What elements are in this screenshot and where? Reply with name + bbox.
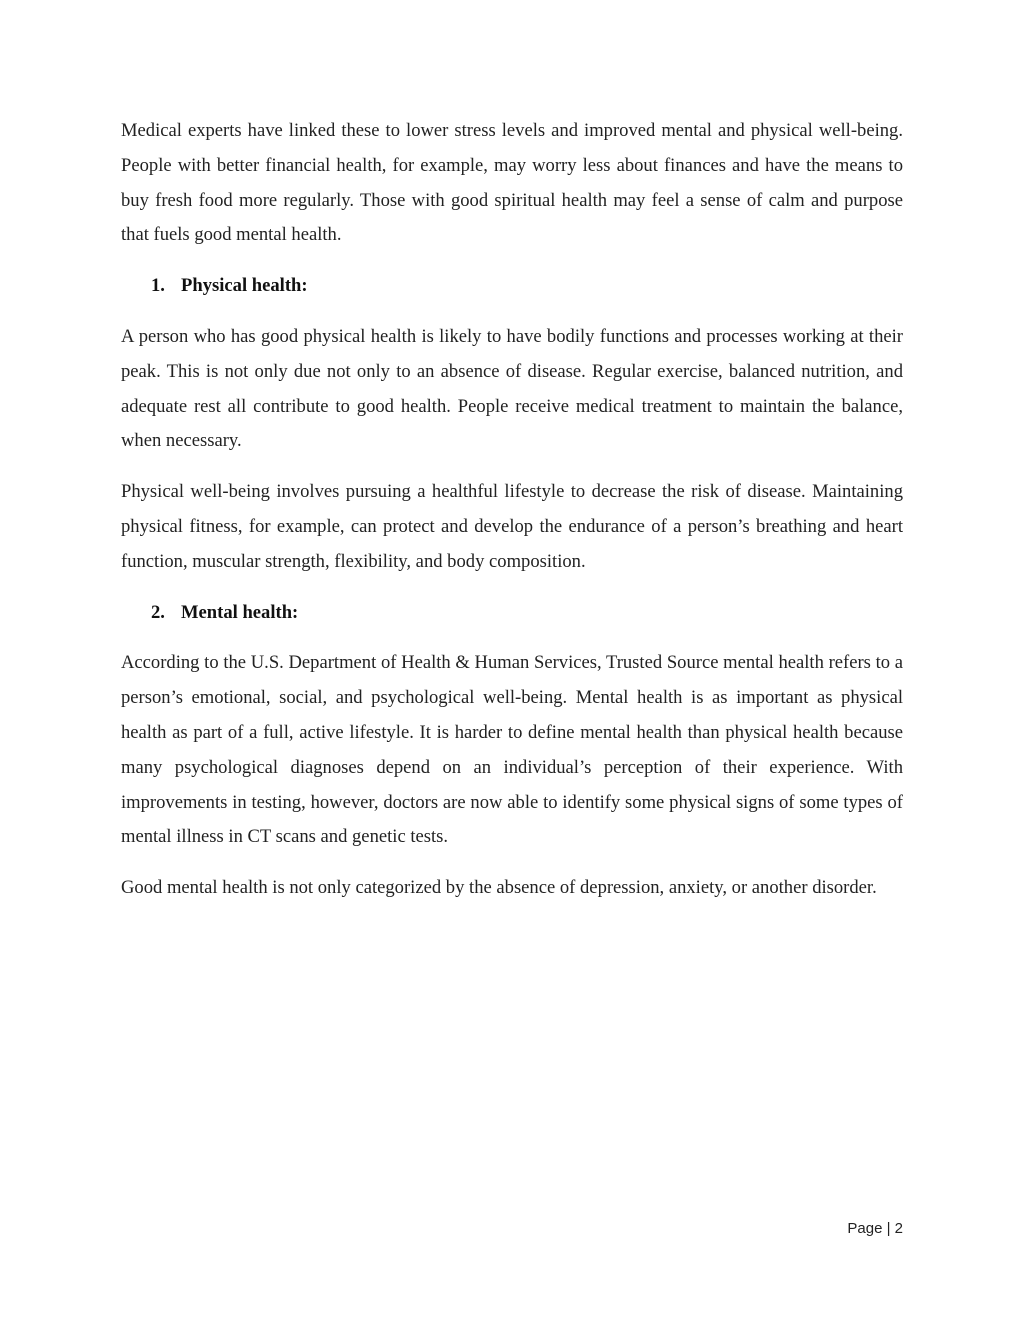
mental-paragraph-2: Good mental health is not only categorized by the absence of depression, anxiety, or another disorder. [121, 877, 877, 899]
intro-paragraph: Medical experts have linked these to lower stress levels and improved mental and physical well-being. People with better financial health, for example, may worry less about finances and have the means to buy fresh food more regularly. Those with good spiritual health may feel a sense of calm and purpose that fuels good mental health. [121, 120, 903, 246]
heading-title: Physical health: [181, 275, 308, 297]
heading-number: 2. [151, 601, 165, 623]
heading-physical-health [121, 269, 903, 304]
physical-paragraph-1: A person who has good physical health is likely to have bodily functions and processes working at their peak. This is not only due not only to an absence of disease. Regular exercise, balanced nutrition, and adequate rest all contribute to good health. People receive medical treatment to maintain the balance, when necessary. [121, 325, 903, 452]
physical-paragraph-2: Physical well-being involves pursuing a healthful lifestyle to decrease the risk of disease. Maintaining physical fitness, for example, can protect and develop the endurance of a person’s breathing and heart function, muscular strength, flexibility, and body composition. [121, 481, 903, 572]
heading-title: Mental health: [181, 601, 299, 623]
document-body [121, 114, 903, 922]
heading-mental-health [121, 596, 903, 631]
mental-paragraph-1: According to the U.S. Department of Health & Human Services, Trusted Source mental health refers to a person’s emotional, social, and psychological well-being. Mental health is as important as physical health as part of a full, active lifestyle. It is harder to define mental health than physical health because many psychological diagnoses depend on an individual’s perception of their experience. With improvements in testing, however, doctors are now able to identify some physical signs of some types of mental illness in CT scans and genetic tests. [121, 652, 903, 848]
page-number-footer: Page | 2 [847, 1220, 903, 1237]
heading-number: 1. [151, 275, 165, 297]
